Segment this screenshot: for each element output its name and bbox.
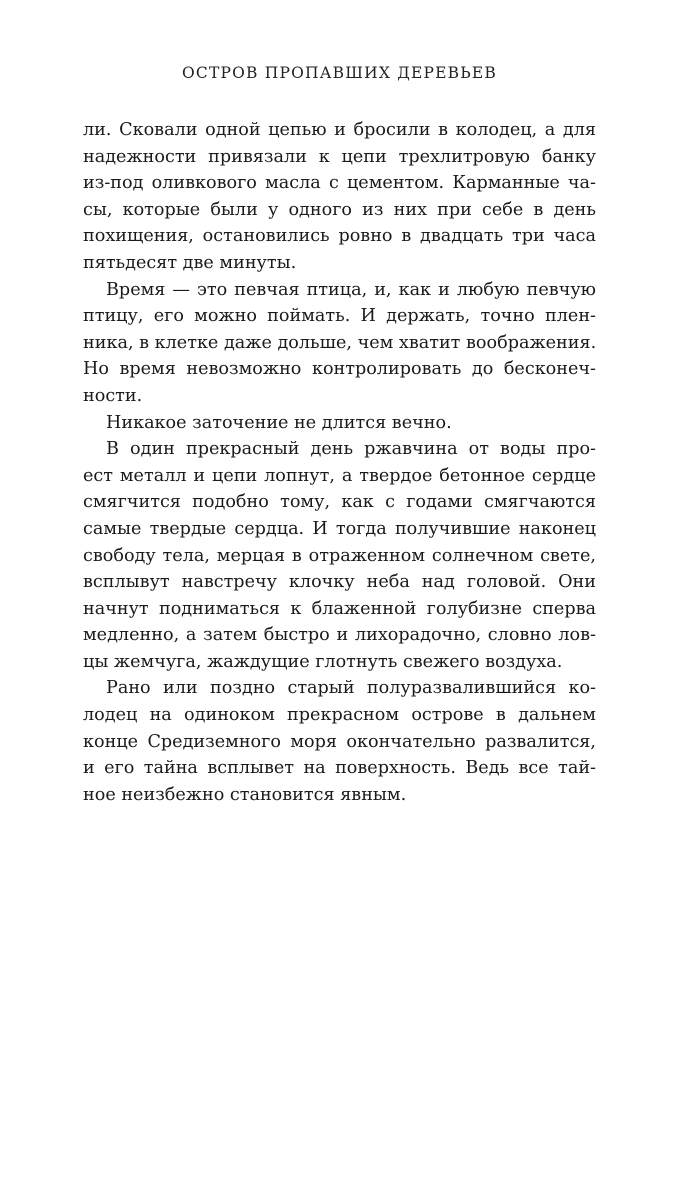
text-line: из-под оливкового масла с цементом. Карманные ча- bbox=[83, 173, 596, 194]
paragraph bbox=[83, 675, 596, 808]
paragraph bbox=[83, 117, 596, 277]
text-line: Время — это певчая птица, и, как и любую певчую bbox=[106, 279, 596, 300]
text-line: ное неизбежно становится явным. bbox=[83, 784, 407, 805]
text-line: медленно, а затем быстро и лихорадочно, словно лов- bbox=[83, 625, 596, 646]
paragraph bbox=[83, 436, 596, 675]
text-line: похищения, остановились ровно в двадцать три часа bbox=[83, 226, 596, 247]
text-line: сы, которые были у одного из них при себе в день bbox=[83, 199, 596, 220]
text-line: В один прекрасный день ржавчина от воды про- bbox=[106, 439, 596, 460]
text-line: Рано или поздно старый полуразвалившийся ко- bbox=[106, 678, 596, 699]
text-line: всплывут навстречу клочку неба над головой. Они bbox=[83, 572, 596, 593]
text-line: цы жемчуга, жаждущие глотнуть свежего воздуха. bbox=[83, 651, 563, 672]
text-line: Но время невозможно контролировать до бесконеч- bbox=[83, 359, 596, 380]
text-line: ли. Сковали одной цепью и бросили в колодец, а для bbox=[83, 120, 596, 140]
text-line: и его тайна всплывет на поверхность. Ведь все тай- bbox=[83, 758, 596, 779]
text-line: птицу, его можно поймать. И держать, точно плен- bbox=[83, 306, 596, 327]
text-line: ест металл и цепи лопнут, а твердое бетонное сердце bbox=[83, 465, 596, 486]
text-line: начнут подниматься к блаженной голубизне сперва bbox=[83, 598, 596, 619]
text-line: ника, в клетке даже дольше, чем хватит воображения. bbox=[83, 332, 597, 353]
text-line: пятьдесят две минуты. bbox=[83, 252, 297, 273]
text-line: надежности привязали к цепи трехлитровую банку bbox=[83, 146, 596, 167]
text-line: самые твердые сердца. И тогда получившие наконец bbox=[83, 518, 596, 539]
text-line: Никакое заточение не длится вечно. bbox=[106, 412, 452, 433]
paragraph bbox=[83, 410, 596, 437]
running-header: ОСТРОВ ПРОПАВШИХ ДЕРЕВЬЕВ bbox=[181, 64, 498, 82]
text-line: конце Средиземного моря окончательно развалится, bbox=[83, 731, 596, 752]
paragraph bbox=[83, 277, 596, 410]
text-line: ности. bbox=[83, 385, 143, 406]
text-line: смягчится подобно тому, как с годами смягчаются bbox=[83, 492, 596, 513]
text-line: лодец на одиноком прекрасном острове в дальнем bbox=[83, 705, 596, 726]
body-text bbox=[83, 117, 596, 808]
text-line: свободу тела, мерцая в отраженном солнечном свете, bbox=[83, 545, 596, 566]
